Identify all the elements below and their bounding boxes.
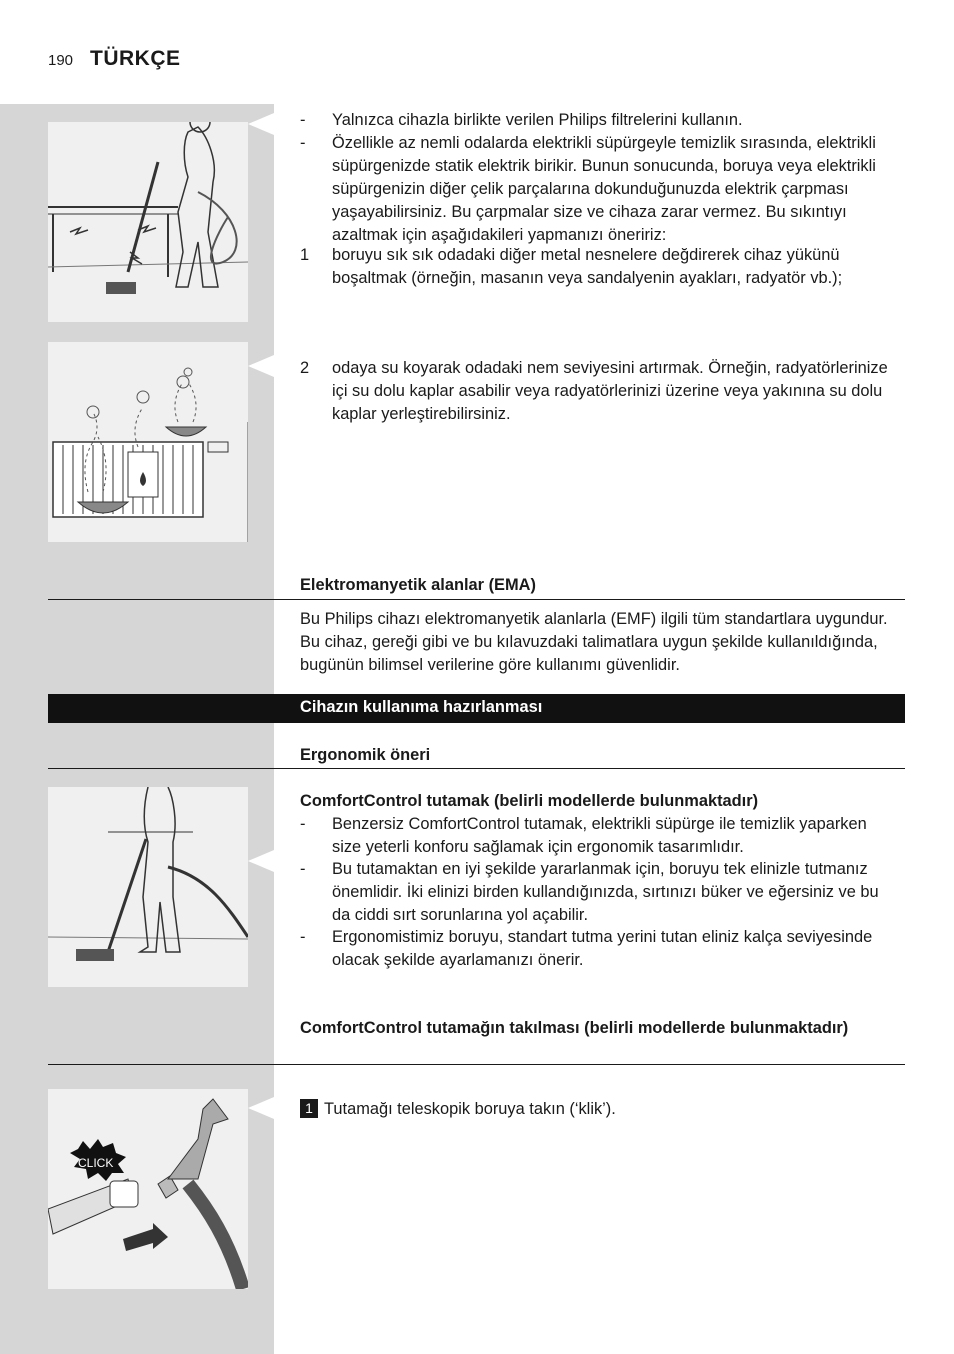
- list-item: [300, 926, 900, 972]
- comfort-handle-heading: ComfortControl tutamak (belirli modellerde bulunmaktadır): [300, 792, 759, 810]
- click-label: CLICK: [78, 1156, 114, 1170]
- section-divider: [48, 599, 905, 600]
- list-item: [300, 244, 900, 290]
- illustration-pointer: [248, 113, 274, 135]
- illustration-pointer: [248, 850, 274, 872]
- list-item: [300, 813, 900, 859]
- list-text: Benzersiz ComfortControl tutamak, elektrikli süpürge ile temizlik yaparken size yeterli konforu sağlamak için ergonomik tasarımlıdır.: [332, 815, 867, 856]
- emf-heading: Elektromanyetik alanlar (EMA): [300, 576, 536, 594]
- list-marker: -: [300, 928, 306, 946]
- page-number: 190: [48, 52, 74, 69]
- section-band: [48, 694, 905, 723]
- list-marker: -: [300, 134, 306, 152]
- list-item: [300, 132, 900, 247]
- list-item: [300, 357, 900, 426]
- attach-heading: ComfortControl tutamağın takılması (belirli modellerde bulunmaktadır): [300, 1019, 849, 1037]
- language-title: TÜRKÇE: [90, 47, 181, 70]
- list-text: Ergonomistimiz boruyu, standart tutma yerini tutan eliniz kalça seviyesinde olacak şekilde ayarlamanızı önerir.: [332, 928, 873, 969]
- list-text: Yalnızca cihazla birlikte verilen Philips filtrelerini kullanın.: [332, 111, 743, 129]
- static-shock-illustration: [48, 122, 248, 322]
- list-text: Bu tutamaktan en iyi şekilde yararlanmak için, boruyu tek elinizle tutmanız önemlidir. İki elinizi birden kullandığınızda, sırtınızı büker ve eğersiniz ve bu da ciddi sırt sorunlarına yol açabilir.: [332, 860, 879, 924]
- ergonomic-heading: Ergonomik öneri: [300, 746, 431, 764]
- list-marker: -: [300, 815, 306, 833]
- step-row: [300, 1098, 890, 1121]
- section-divider: [48, 1064, 905, 1065]
- list-marker: -: [300, 860, 306, 878]
- attach-handle-illustration: [48, 1089, 248, 1289]
- radiator-humidity-illustration: [48, 342, 248, 542]
- step-text: Tutamağı teleskopik boruya takın (‘klik’).: [324, 1100, 616, 1118]
- section-band-title: Cihazın kullanıma hazırlanması: [300, 698, 543, 716]
- list-text: Özellikle az nemli odalarda elektrikli süpürgeyle temizlik sırasında, elektrikli süpürgenizde statik elektrik birikir. Bunun sonucunda, boruya veya elektrikli süpürgenizin diğer çelik parçalarına dokunduğunuzda elektrik çarpması yaşayabilirsiniz. Bu çarpmalar size ve cihaza zarar vermez. Bu sıkıntıyı azaltmak için aşağıdakileri yapmanızı öneririz:: [332, 134, 876, 244]
- section-divider: [48, 768, 905, 769]
- list-item: [300, 109, 900, 132]
- list-item: [300, 858, 900, 927]
- illustration-pointer: [248, 355, 274, 377]
- list-marker: 1: [300, 246, 310, 264]
- list-marker: -: [300, 111, 306, 129]
- step-number-badge: 1: [300, 1099, 318, 1118]
- ergonomic-posture-illustration: [48, 787, 248, 987]
- illustration-pointer: [248, 1097, 274, 1119]
- list-text: odaya su koyarak odadaki nem seviyesini artırmak. Örneğin, radyatörlerinize içi su dolu kaplar asabilir veya radyatörlerinizi üzerine veya yakınına su dolu kaplar yerleştirebilirsiniz.: [332, 359, 888, 423]
- emf-paragraph: Bu Philips cihazı elektromanyetik alanlarla (EMF) ilgili tüm standartlara uygundur. Bu cihaz, gereği gibi ve bu kılavuzdaki talimatlara uygun şekilde kullanıldığında, bugünün bilimsel verilerine göre kullanımı güvenlidir.: [300, 610, 888, 674]
- list-marker: 2: [300, 359, 310, 377]
- list-text: boruyu sık sık odadaki diğer metal nesnelere değdirerek cihaz yükünü boşaltmak (örneğin, masanın veya sandalyenin ayakları, radyatör vb.);: [332, 246, 843, 287]
